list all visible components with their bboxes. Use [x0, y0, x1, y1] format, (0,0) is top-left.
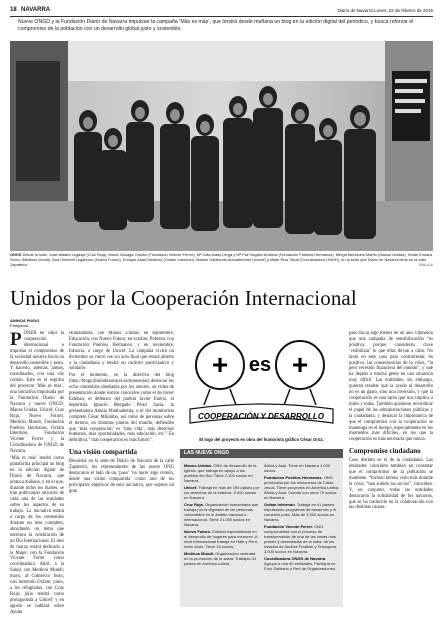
sidebar-column-left — [184, 463, 260, 568]
author: AINHOA PIUDO — [10, 318, 40, 323]
ngo-entry: Medicus Mundi. Organización centrada en la promoción de la salud. Trabajan 31 países de América Latina, — [184, 551, 257, 566]
ngo-sidebar — [180, 449, 343, 607]
ngo-entry: Fundación Pueblos Hermanos. ONG promovida por los misioneros de Cristo Jesús. Tiene proyectos en América Latina, África y Asia. Cuenta con unos 70 socios en Navarra. — [264, 475, 340, 500]
article-paragraph: paso hacia algo menos de un año. Opinaron que una campaña de sensibilización “es positiva, porque consideran clave ‘visibilizar’ lo que ellas llevan a cabo. No tanto en este caso para contrarrestar, en positivo, las consecuencias de la crisis, “la peor recesión financiera del mundo”, y que ha dejado a mucha gente en una situación muy difícil. Las entidades, sin embargo, quieren resaltar que la ayuda al desarrollo no es un gasto, sino una inversión, y que la cooperación es una tarea que nos implica a todos y todas. También quisieron reivindicar el papel de las administraciones públicas y la ciudadanía, y destacar la importancia de que el compromiso con la cooperación se mantenga en el tiempo, especialmente en los momentos más difíciles, en los que la cooperación es más necesaria que nunca. — [349, 331, 433, 443]
logo-es: es — [248, 354, 272, 376]
article-paragraph: Caso distinto es el de la ciudadanía. Las entidades coinciden también en constatar que el compromiso de la población se mantiene. “Incluso hemos visto más durante la crisis, “han subido los socios”, coinciden. Y, en conjunto, todas las entidades destacaron la solidaridad de los navarros, que se ha traducido en la colaboración con las distintas causas. — [349, 458, 433, 511]
headline: Unidos por la Cooperación Internacional — [10, 286, 357, 310]
ngo-entry: Fundación Vicente Ferrer. ONG comprometida con el proceso de transformación de una de las zonas más pobres y necesitadas de la India, de los estados de Andhra Pradesh y Telangana. 3.000 socios en Navarra. — [264, 524, 338, 554]
subheading: Compromiso ciudadano — [349, 447, 421, 456]
photo-image — [10, 41, 433, 251]
ngo-entry: Oxfam Intermón. Trabaja en 41 países impulsando programas de desarrollo y el comercio justo. Más de 2.000 socios en Navarra. — [264, 502, 337, 522]
logo-caption: El logo del proyecto es obra del humorista gráfico César Oroz. — [199, 437, 324, 442]
logo-plus-left: + — [211, 349, 229, 380]
ngo-entry: África y Asia. Tiene en Navarra 1.000 socios. — [264, 463, 331, 473]
ngo-entry: Coordinadora ONGD de Navarra. Agrupa a una 60 entidades. Participa en Foro Solidario y Red de Organizaciones. — [264, 556, 337, 571]
subheading: Una visión compartida — [69, 448, 138, 457]
ngo-entry: Cruz Roja. Organización humanitaria que trabaja por la dignidad de las personas vulnerables en el ámbito nacional e internacional. Tiene 21.000 socios en Navarra. — [184, 502, 259, 527]
photo-credit: PAULA AI — [418, 262, 433, 267]
caption-label: ONGS — [10, 252, 22, 257]
dateline-place: Pamplona — [10, 323, 29, 328]
ngo-entry: Manos Unidas. ONG de desarrollo de la Iglesia, que trabaja en apoyo a los pueblos del Sur. Tiene 2.100 socios en Navarra. — [184, 463, 257, 483]
sidebar-column-right — [264, 463, 340, 573]
article-paragraph: Por el momento, en la directiva del blog (http://blogs.diariodenavarra.es/masesmas) destacan los ocho contenidos diseñados por los autores, un video de presentación donde rostros conocidos como el de Javier Esteban, el defensor del pueblo Javier Enériz, el deportista Ignacio Morgado Pérez Sarsa, la presentadora Amaia Madinabeitia, o el del monitorista completo César Milumbo, así como de personas sobre el terreno, en distintos puntos del mundo, defienden que ‘más cooperación’ es ‘más vida’, más derechos humanos, más oportunidades, más educación, etc.” En definitiva, “más cooperación es más futuro”. — [69, 373, 174, 444]
photo-caption — [10, 253, 433, 268]
page-header — [10, 6, 433, 17]
ngo-entry: Unicef. Trabaja en más de 190 países por los derechos de la infancia. 5.000 socios en Navarra. — [184, 485, 260, 500]
caption-text: Desde la izda.: José Aldaba Legaspi (Cruz Roja), María Zuloaga Orozko (Fundación Vicente Ferrer), Mª Julia Alday Lerga y Mª Paz Sagües Arrazoa (Fundación Pueblos Hermanos), Merga Menduine Martín (Manos Unidas), Vivian Endara Romo (Medicus Mundi), Ana Olmendi Legarburu (Nuevo Futuro), Enrique Abad Martínez (Oxfam Intermón), Máster Gabilondo Arimatberretz (Unicef) y Maite Ruiz Tabar (Coordinadora ONGD), en la sede que Diario de Navarra tiene en la calle Zapatería. — [10, 252, 432, 267]
byline — [10, 318, 39, 328]
logo-banner: COOPERACIÓN Y DESARROLLO — [198, 412, 324, 421]
ngo-entry: Nuevo Futuro. Entidad especializada en el desarrollo de hogares para menores. A nivel internacional trabaja en Haití y Perú, entre otros. Tiene 15 socios. — [184, 529, 259, 549]
article-paragraph: Reunidos en la sede de Diario de Navarra de la calle Zapatería, los representantes de las nueve ONG destacaron el lado de un ‘paso’ ‘no hacer algo común, desde una visión compartida’ como uno de los principales objetivos de esta iniciativa, que supone un gran — [69, 459, 174, 494]
date-line: Diario de Navarra Lunes, 22 de febrero de 2016 — [337, 7, 433, 13]
article-column-1 — [10, 331, 64, 617]
intro-text: Nueve ONGD y la Fundación Diario de Navarra impulsan la campaña ‘Más es más’, que tendrá desde mañana un blog en la edición digital del periódico, y busca reforzar el compromiso de la población con un desarrollo global justo y sostenible. — [18, 19, 414, 32]
campaign-logo — [180, 327, 343, 431]
article-paragraph: ‘Más es más’ tendrá como plataforma principal un blog en la edición digital de Diario de Navarra, que arranca mañana, y en el que, durante todos los martes, se irán publicando artículos de cada una de las entidades sobre los aspectos de su trabajo. La iniciativa estará a cargo de los contenidos durante un mes completo, abordando un tema que entronca la celebración de un Día Internacional. El mes de marzo estará dedicado a la Mujer, con la Fundación Vicente Ferrer como coordinadora. Abril, a la Salud, con Medicus Mundi; mayo, al Comercio Justo, con Intermón Oxfam; junio, a los refugiados, con Cruz Roja; julio tendrá como protagonista a Unicef; y en agosto se hablará sobre Ayuda — [10, 456, 64, 615]
article-column-2 — [69, 331, 174, 611]
sidebar-title: LAS NUEVE ONGD — [180, 449, 343, 458]
logo-plus-right: + — [291, 349, 309, 380]
section-name: NAVARRA — [21, 7, 51, 13]
article-paragraph: PONER en valor la cooperación internacional e impulsar el compromiso de la sociedad navarra hacia un desarrollo sostenible y justo. Y hacerlo, además, juntos, coordinados, con una voz común. Este es el espíritu del proyecto ‘Más es más’, una iniciativa impulsada por la Fundación Diario de Navarra y nueve ONGD: Manos Unidas, Unicef, Cruz Roja, Nuevo Futuro, Medicus Mundi, Fundación Pueblos Hermanos, Oxfam Intermón, Fundación Vicente Ferrer y la Coordinadora de ONGD de Navarra. — [10, 329, 64, 455]
group-photo — [10, 41, 433, 251]
page-number: 18 — [10, 7, 17, 13]
article-column-3 — [349, 331, 433, 611]
drop-cap: P — [10, 329, 22, 350]
article-paragraph: Humanitaria, con Manos Unidas; en septiembre, Educación, con Nuevo Futuro; en octubre, Pobreza, con Fundación Pueblos Hermanos, y en noviembre, Infancia, a cargo de Unicef. La campaña vivirá un diciembre su cierre con un acto final que estará abierto a la ciudadanía y tendrá un carácter participativo y solidario. — [69, 331, 174, 372]
